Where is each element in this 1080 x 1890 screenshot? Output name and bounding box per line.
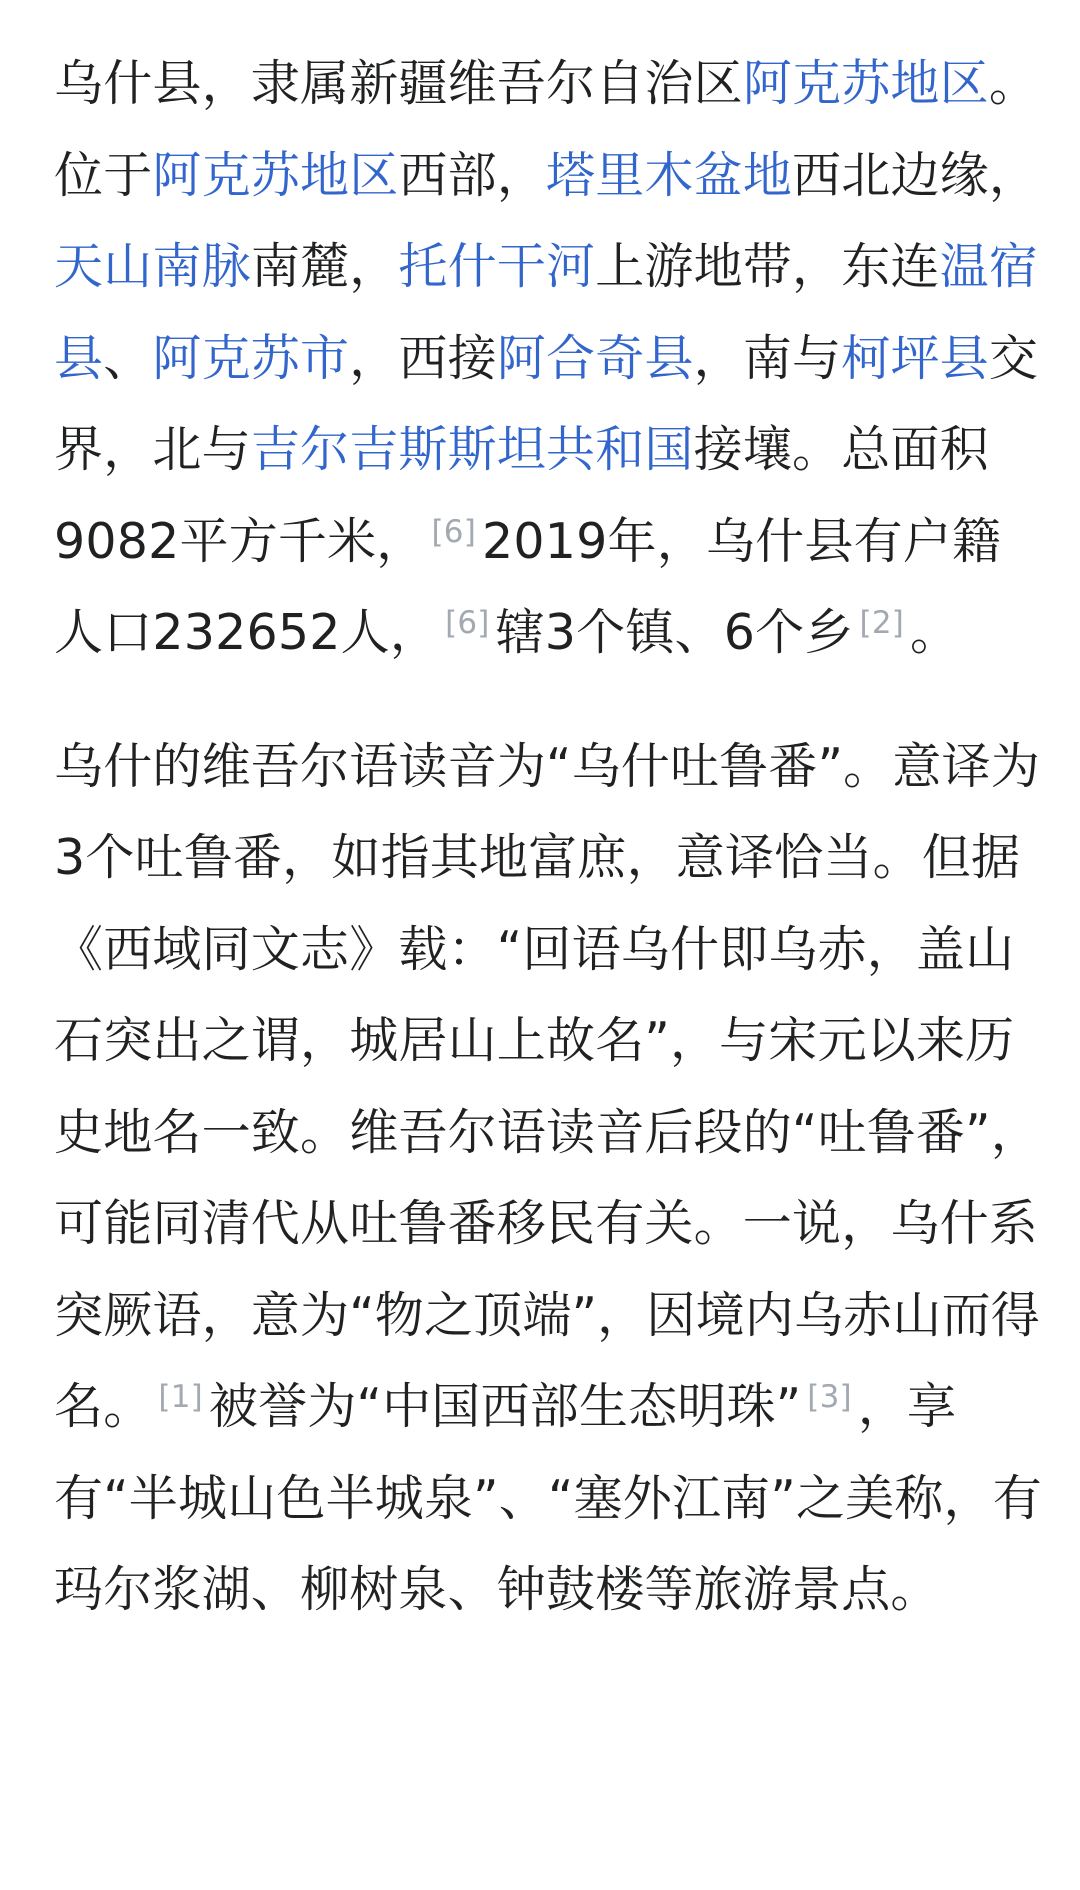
link-kyrgyzstan[interactable]: 吉尔吉斯斯坦共和国 bbox=[250, 421, 694, 478]
text-run: 西北边缘， bbox=[792, 146, 1039, 204]
text-run: 乌什的维吾尔语读音为“乌什吐鲁番”。意译为3个吐鲁番，如指其地富庶，意译恰当。但据《西域同文志》载：“回语乌什即乌赤，盖山石突出之谓，城居山上故名”，与宋元以来历史地名一致。维吾尔语读音后段的“吐鲁番”，可能同清代从吐鲁番移民有关。一说，乌什系突厥语，意为“物之顶端”，因境内乌赤山而得名。 bbox=[54, 737, 1040, 1435]
text-run: ，南与 bbox=[693, 329, 842, 387]
link-aksu-prefecture[interactable]: 阿克苏地区 bbox=[152, 146, 399, 204]
link-toshkan-river[interactable]: 托什干河 bbox=[398, 238, 596, 295]
text-run: 南麓， bbox=[250, 238, 399, 295]
text-run: 。位于 bbox=[54, 55, 1039, 204]
text-run: 被誉为“中国西部生态明珠” bbox=[208, 1378, 802, 1435]
reference-marker[interactable]: [2] bbox=[859, 605, 905, 641]
reference-marker[interactable]: [1] bbox=[158, 1379, 203, 1415]
text-run: 。 bbox=[910, 604, 960, 661]
text-run: ，享有“半城山色半城泉”、“塞外江南”之美称，有玛尔浆湖、柳树泉、钟鼓楼等旅游景点。 bbox=[54, 1378, 1042, 1618]
text-run: 辖3个镇、6个乡 bbox=[495, 604, 854, 661]
paragraph-overview bbox=[54, 38, 1050, 679]
text-run: 西部， bbox=[398, 146, 547, 204]
text-run: 乌什县，隶属新疆维吾尔自治区 bbox=[54, 55, 743, 112]
reference-marker[interactable]: [3] bbox=[807, 1379, 852, 1415]
text-run: 上游地带，东连 bbox=[595, 238, 940, 295]
text-run: 、 bbox=[103, 329, 153, 387]
link-south-tianshan[interactable]: 天山南脉 bbox=[54, 238, 251, 295]
text-run: 2019年，乌什县有户籍人口232652人， bbox=[54, 512, 1002, 661]
link-aksu-prefecture[interactable]: 阿克苏地区 bbox=[742, 55, 989, 112]
link-aksu-city[interactable]: 阿克苏市 bbox=[152, 329, 350, 387]
link-kalpin-county[interactable]: 柯坪县 bbox=[841, 329, 989, 387]
reference-marker[interactable]: [6] bbox=[431, 513, 477, 550]
link-wensu-county[interactable]: 温宿县 bbox=[54, 238, 1039, 387]
link-tarim-basin[interactable]: 塔里木盆地 bbox=[546, 146, 793, 204]
text-run: ，西接 bbox=[349, 329, 497, 387]
paragraph-etymology bbox=[54, 721, 1050, 1636]
reference-marker[interactable]: [6] bbox=[445, 605, 490, 641]
text-run: 接壤。总面积9082平方千米， bbox=[54, 421, 989, 570]
link-akqi-county[interactable]: 阿合奇县 bbox=[496, 329, 694, 387]
text-run: 交界，北与 bbox=[54, 329, 1039, 478]
